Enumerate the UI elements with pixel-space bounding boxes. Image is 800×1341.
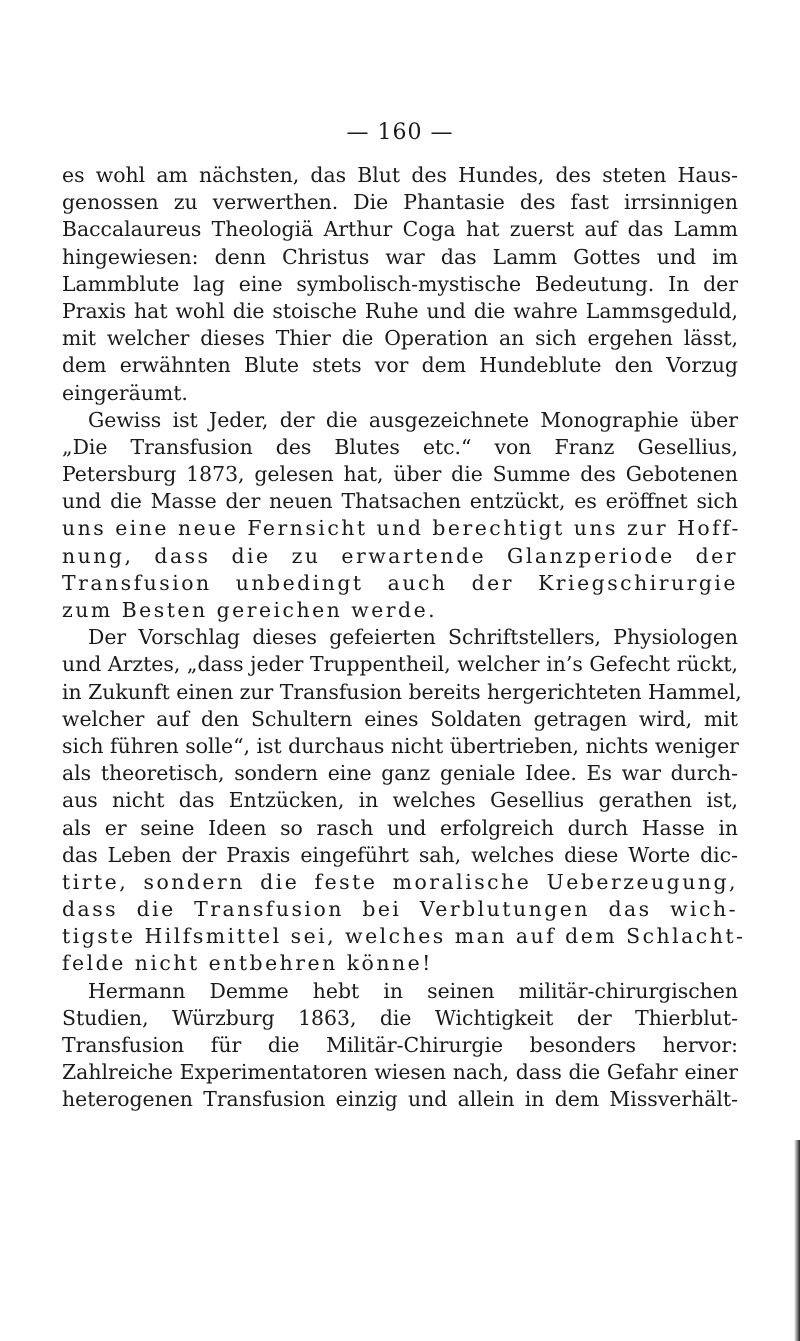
text-line: Baccalaureus Theologiä Arthur Coga hat zuerst auf das Lamm: [62, 217, 738, 242]
paragraph-start: Gewiss ist Jeder, der die ausgezeichnete Monographie über: [88, 407, 738, 432]
text-line: Lammblute lag eine symbolisch-mystische Bedeutung. In der: [62, 271, 738, 296]
text-line: als theoretisch, sondern eine ganz geniale Idee. Es war durch-: [62, 761, 738, 786]
page-edge-shadow: [794, 1140, 800, 1341]
page-number: — 160 —: [346, 120, 454, 145]
text-line: als er seine Ideen so rasch und erfolgreich durch Hasse in: [62, 815, 738, 840]
text-line: uns eine neue Fernsicht und berechtigt uns zur Hoff-: [62, 516, 741, 541]
text-line: „Die Transfusion des Blutes etc.“ von Franz Gesellius,: [62, 434, 738, 459]
text-line: eingeräumt.: [62, 380, 188, 405]
text-line: mit welcher dieses Thier die Operation an sich ergehen lässt,: [62, 326, 738, 351]
body-text: [62, 162, 746, 1114]
text-line: Praxis hat wohl die stoische Ruhe und die wahre Lammsgeduld,: [62, 298, 738, 323]
text-line: Transfusion unbedingt auch der Kriegschirurgie: [62, 570, 738, 595]
text-line: welcher auf den Schultern eines Soldaten getragen wird, mit: [62, 706, 738, 731]
paragraph-start: Der Vorschlag dieses gefeierten Schriftstellers, Physiologen: [88, 625, 738, 650]
text-line: felde nicht entbehren könne!: [62, 951, 433, 976]
text-line: Studien, Würzburg 1863, die Wichtigkeit der Thierblut-: [62, 1005, 738, 1030]
text-line: Petersburg 1873, gelesen hat, über die Summe des Gebotenen: [62, 462, 738, 487]
text-line: tirte, sondern die feste moralische Ueberzeugung,: [62, 869, 738, 894]
text-line: aus nicht das Entzücken, in welches Gesellius gerathen ist,: [62, 788, 738, 813]
text-line: und Arztes, „dass jeder Truppentheil, welcher in’s Gefecht rückt,: [62, 652, 738, 677]
text-line: Zahlreiche Experimentatoren wiesen nach, dass die Gefahr einer: [62, 1060, 738, 1085]
paragraph-start: Hermann Demme hebt in seinen militär-chirurgischen: [88, 978, 738, 1003]
text-line: sich führen solle“, ist durchaus nicht übertrieben, nichts weniger: [62, 733, 739, 758]
text-line: und die Masse der neuen Thatsachen entzückt, es eröffnet sich: [62, 489, 738, 514]
text-line: genossen zu verwerthen. Die Phantasie des fast irrsinnigen: [62, 190, 738, 215]
text-line: es wohl am nächsten, das Blut des Hundes, des steten Haus-: [62, 163, 738, 187]
text-line: tigste Hilfsmittel sei, welches man auf dem Schlacht-: [62, 924, 746, 949]
text-line: das Leben der Praxis eingeführt sah, welches diese Worte dic-: [62, 842, 738, 867]
text-line: zum Besten gereichen werde.: [62, 598, 438, 622]
text-line: heterogenen Transfusion einzig und allein in dem Missverhält-: [62, 1087, 738, 1112]
text-line: Transfusion für die Militär-Chirurgie besonders hervor:: [62, 1033, 738, 1057]
text-line: in Zukunft einen zur Transfusion bereits hergerichteten Hammel,: [62, 679, 742, 704]
text-line: dass die Transfusion bei Verblutungen das wich-: [62, 897, 738, 922]
text-line: hingewiesen: denn Christus war das Lamm Gottes und im: [62, 244, 738, 269]
text-line: nung, dass die zu erwartende Glanzperiode der: [62, 543, 738, 568]
text-line: dem erwähnten Blute stets vor dem Hundeblute den Vorzug: [62, 353, 738, 378]
